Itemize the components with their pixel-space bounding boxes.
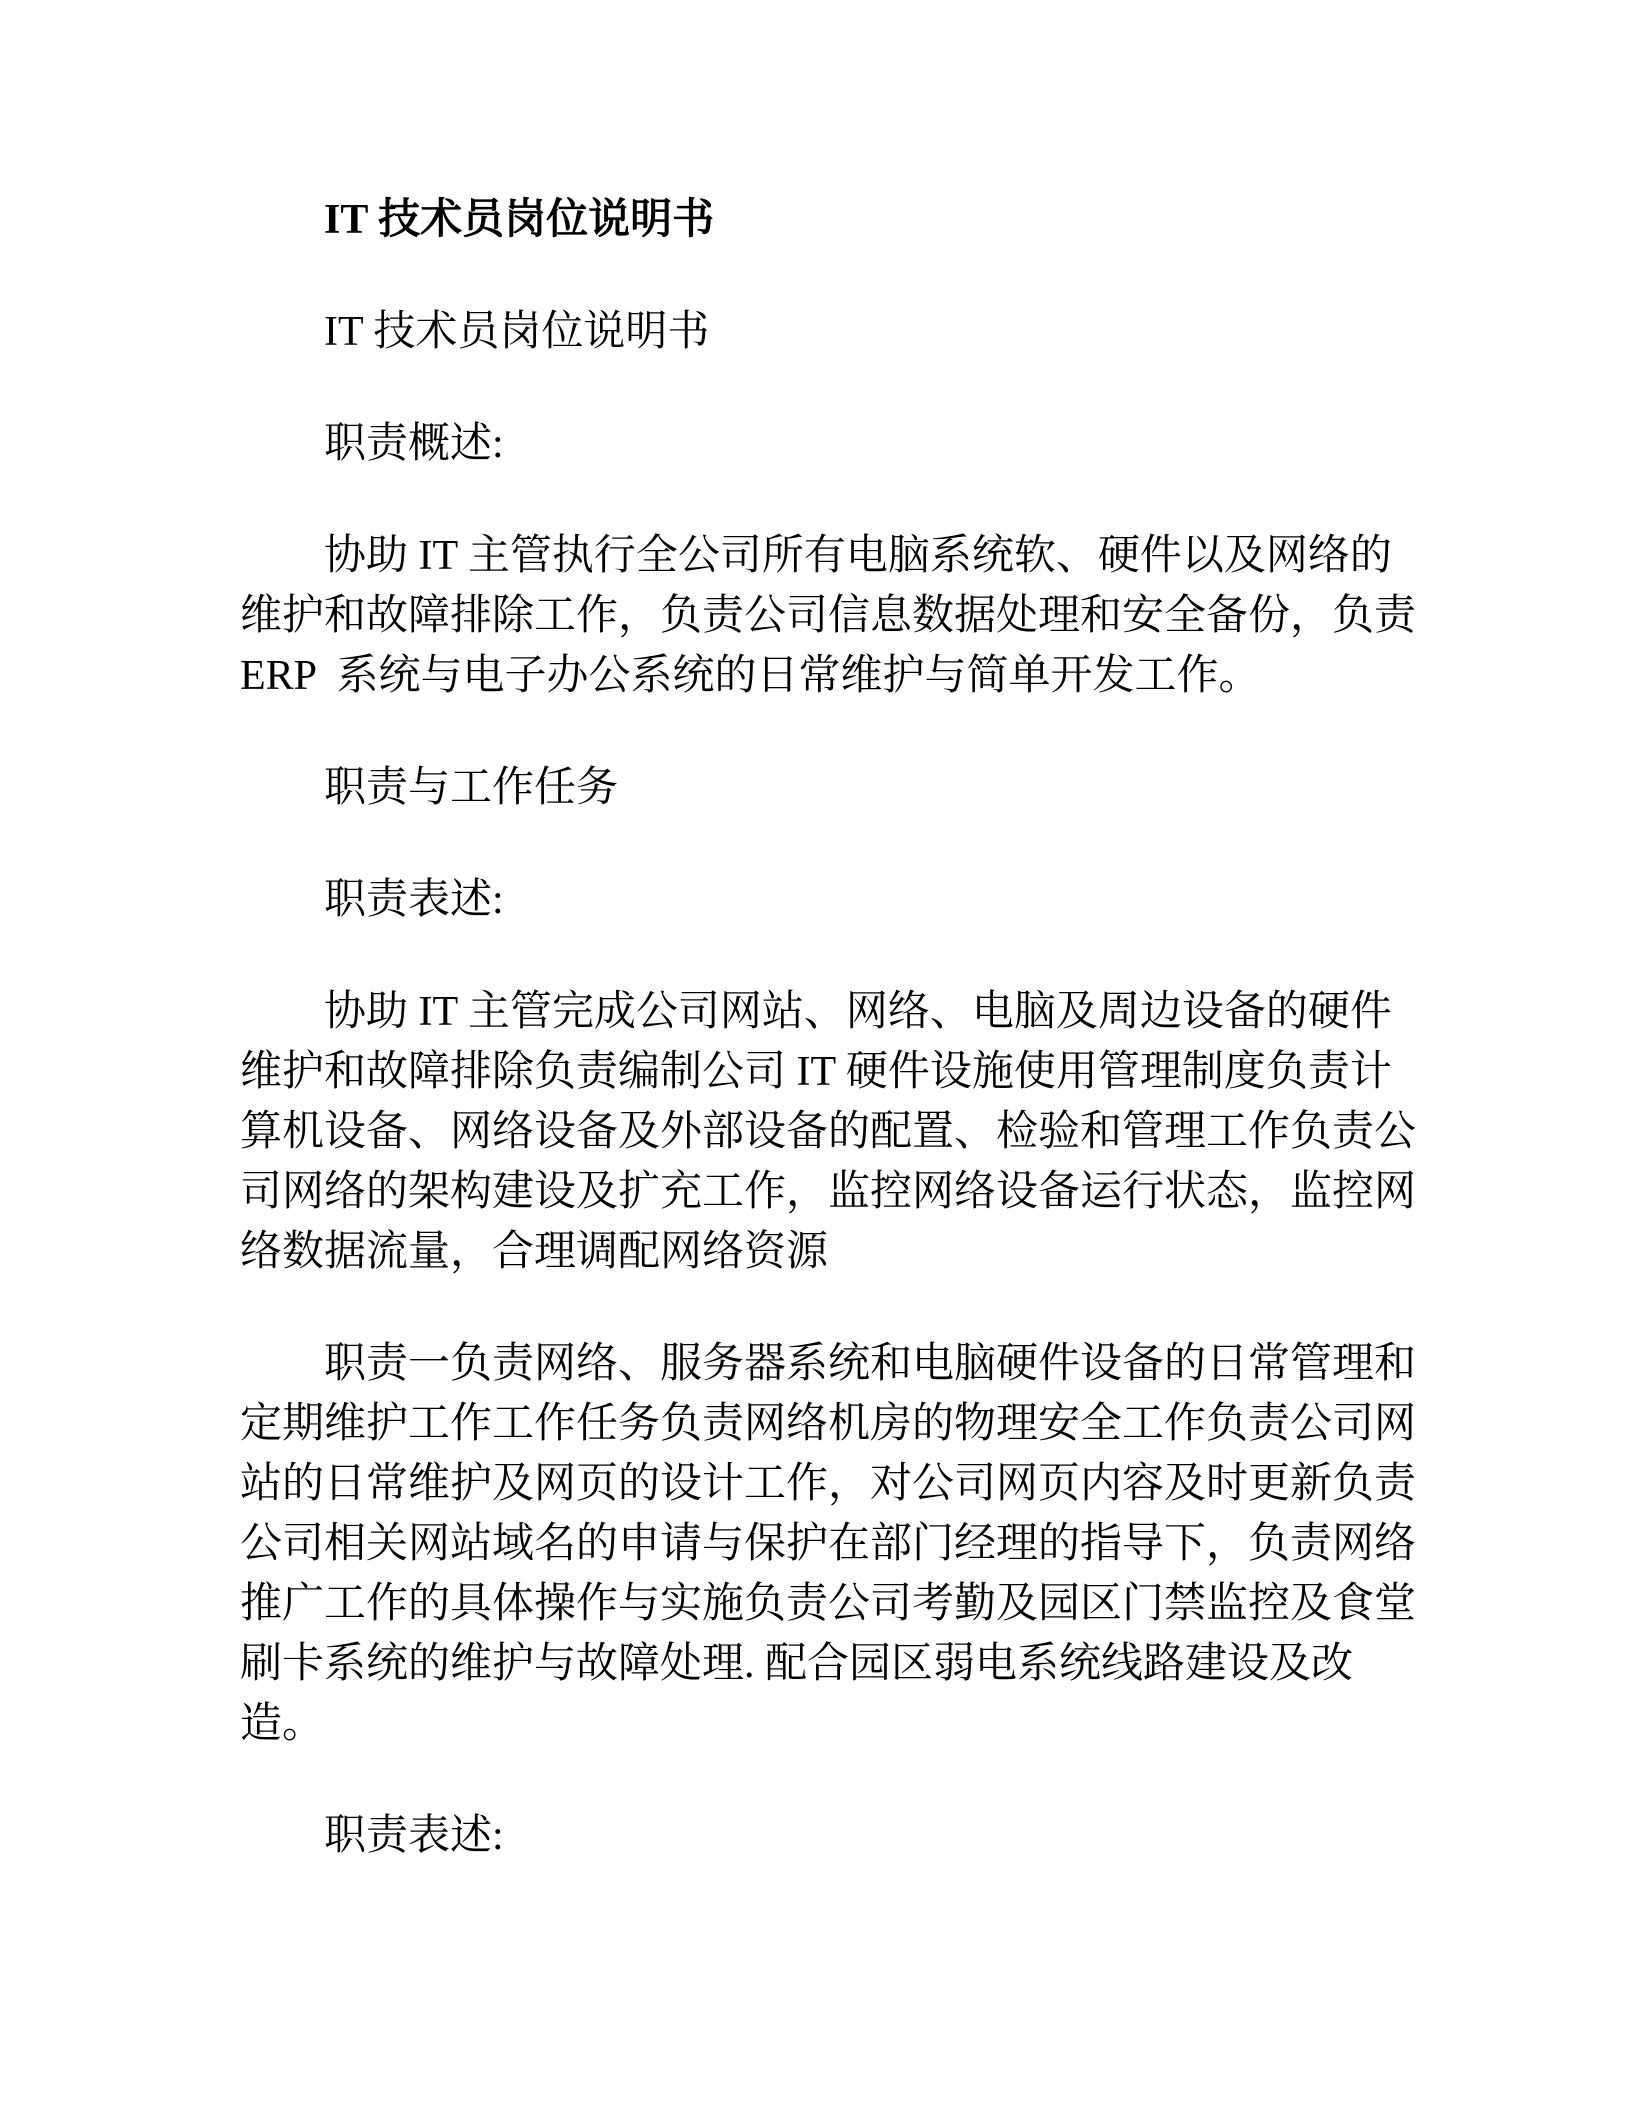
paragraph-duty-description-1 (240, 982, 1417, 1282)
document-subtitle (240, 302, 1392, 362)
text-line: 造。 (240, 1701, 325, 1747)
text-line: 络数据流量，合理调配网络资源 (240, 1229, 829, 1275)
paragraph-duty-overview (240, 526, 1417, 706)
text-line: 司网络的架构建设及扩充工作，监控网络设备运行状态，监控网 (240, 1169, 1417, 1215)
text-line: 职责一负责网络、服务器系统和电脑硬件设备的日常管理和 (324, 1341, 1417, 1387)
text-line: 维护和故障排除负责编制公司 IT 硬件设施使用管理制度负责计 (240, 1049, 1392, 1095)
text-line: 职责表述: (324, 877, 504, 923)
text-line: 算机设备、网络设备及外部设备的配置、检验和管理工作负责公 (240, 1109, 1417, 1155)
text-line: 协助 IT 主管执行全公司所有电脑系统软、硬件以及网络的 (324, 533, 1392, 579)
heading-duty-description-1 (240, 870, 1392, 930)
text-line: 定期维护工作工作任务负责网络机房的物理安全工作负责公司网 (240, 1401, 1417, 1447)
heading-duty-overview (240, 414, 1392, 474)
text-line: 公司相关网站域名的申请与保护在部门经理的指导下，负责网络 (240, 1521, 1417, 1567)
text-line: 维护和故障排除工作，负责公司信息数据处理和安全备份，负责 (240, 593, 1417, 639)
text-line: IT 技术员岗位说明书 (324, 309, 710, 355)
text-line: 职责概述: (324, 421, 504, 467)
document-title (240, 190, 1392, 250)
text-line: 职责表述: (324, 1813, 504, 1859)
heading-duty-description-2 (240, 1806, 1392, 1866)
text-line: ERP 系统与电子办公系统的日常维护与简单开发工作。 (240, 653, 1261, 699)
text-line: 职责与工作任务 (324, 765, 619, 811)
heading-duties-and-tasks (240, 758, 1392, 818)
text-line: 刷卡系统的维护与故障处理. 配合园区弱电系统线路建设及改 (240, 1641, 1354, 1687)
text-line: IT 技术员岗位说明书 (324, 197, 715, 243)
text-line: 推广工作的具体操作与实施负责公司考勤及园区门禁监控及食堂 (240, 1581, 1417, 1627)
text-line: 协助 IT 主管完成公司网站、网络、电脑及周边设备的硬件 (324, 989, 1392, 1035)
text-line: 站的日常维护及网页的设计工作，对公司网页内容及时更新负责 (240, 1461, 1417, 1507)
paragraph-duty-1 (240, 1334, 1417, 1754)
